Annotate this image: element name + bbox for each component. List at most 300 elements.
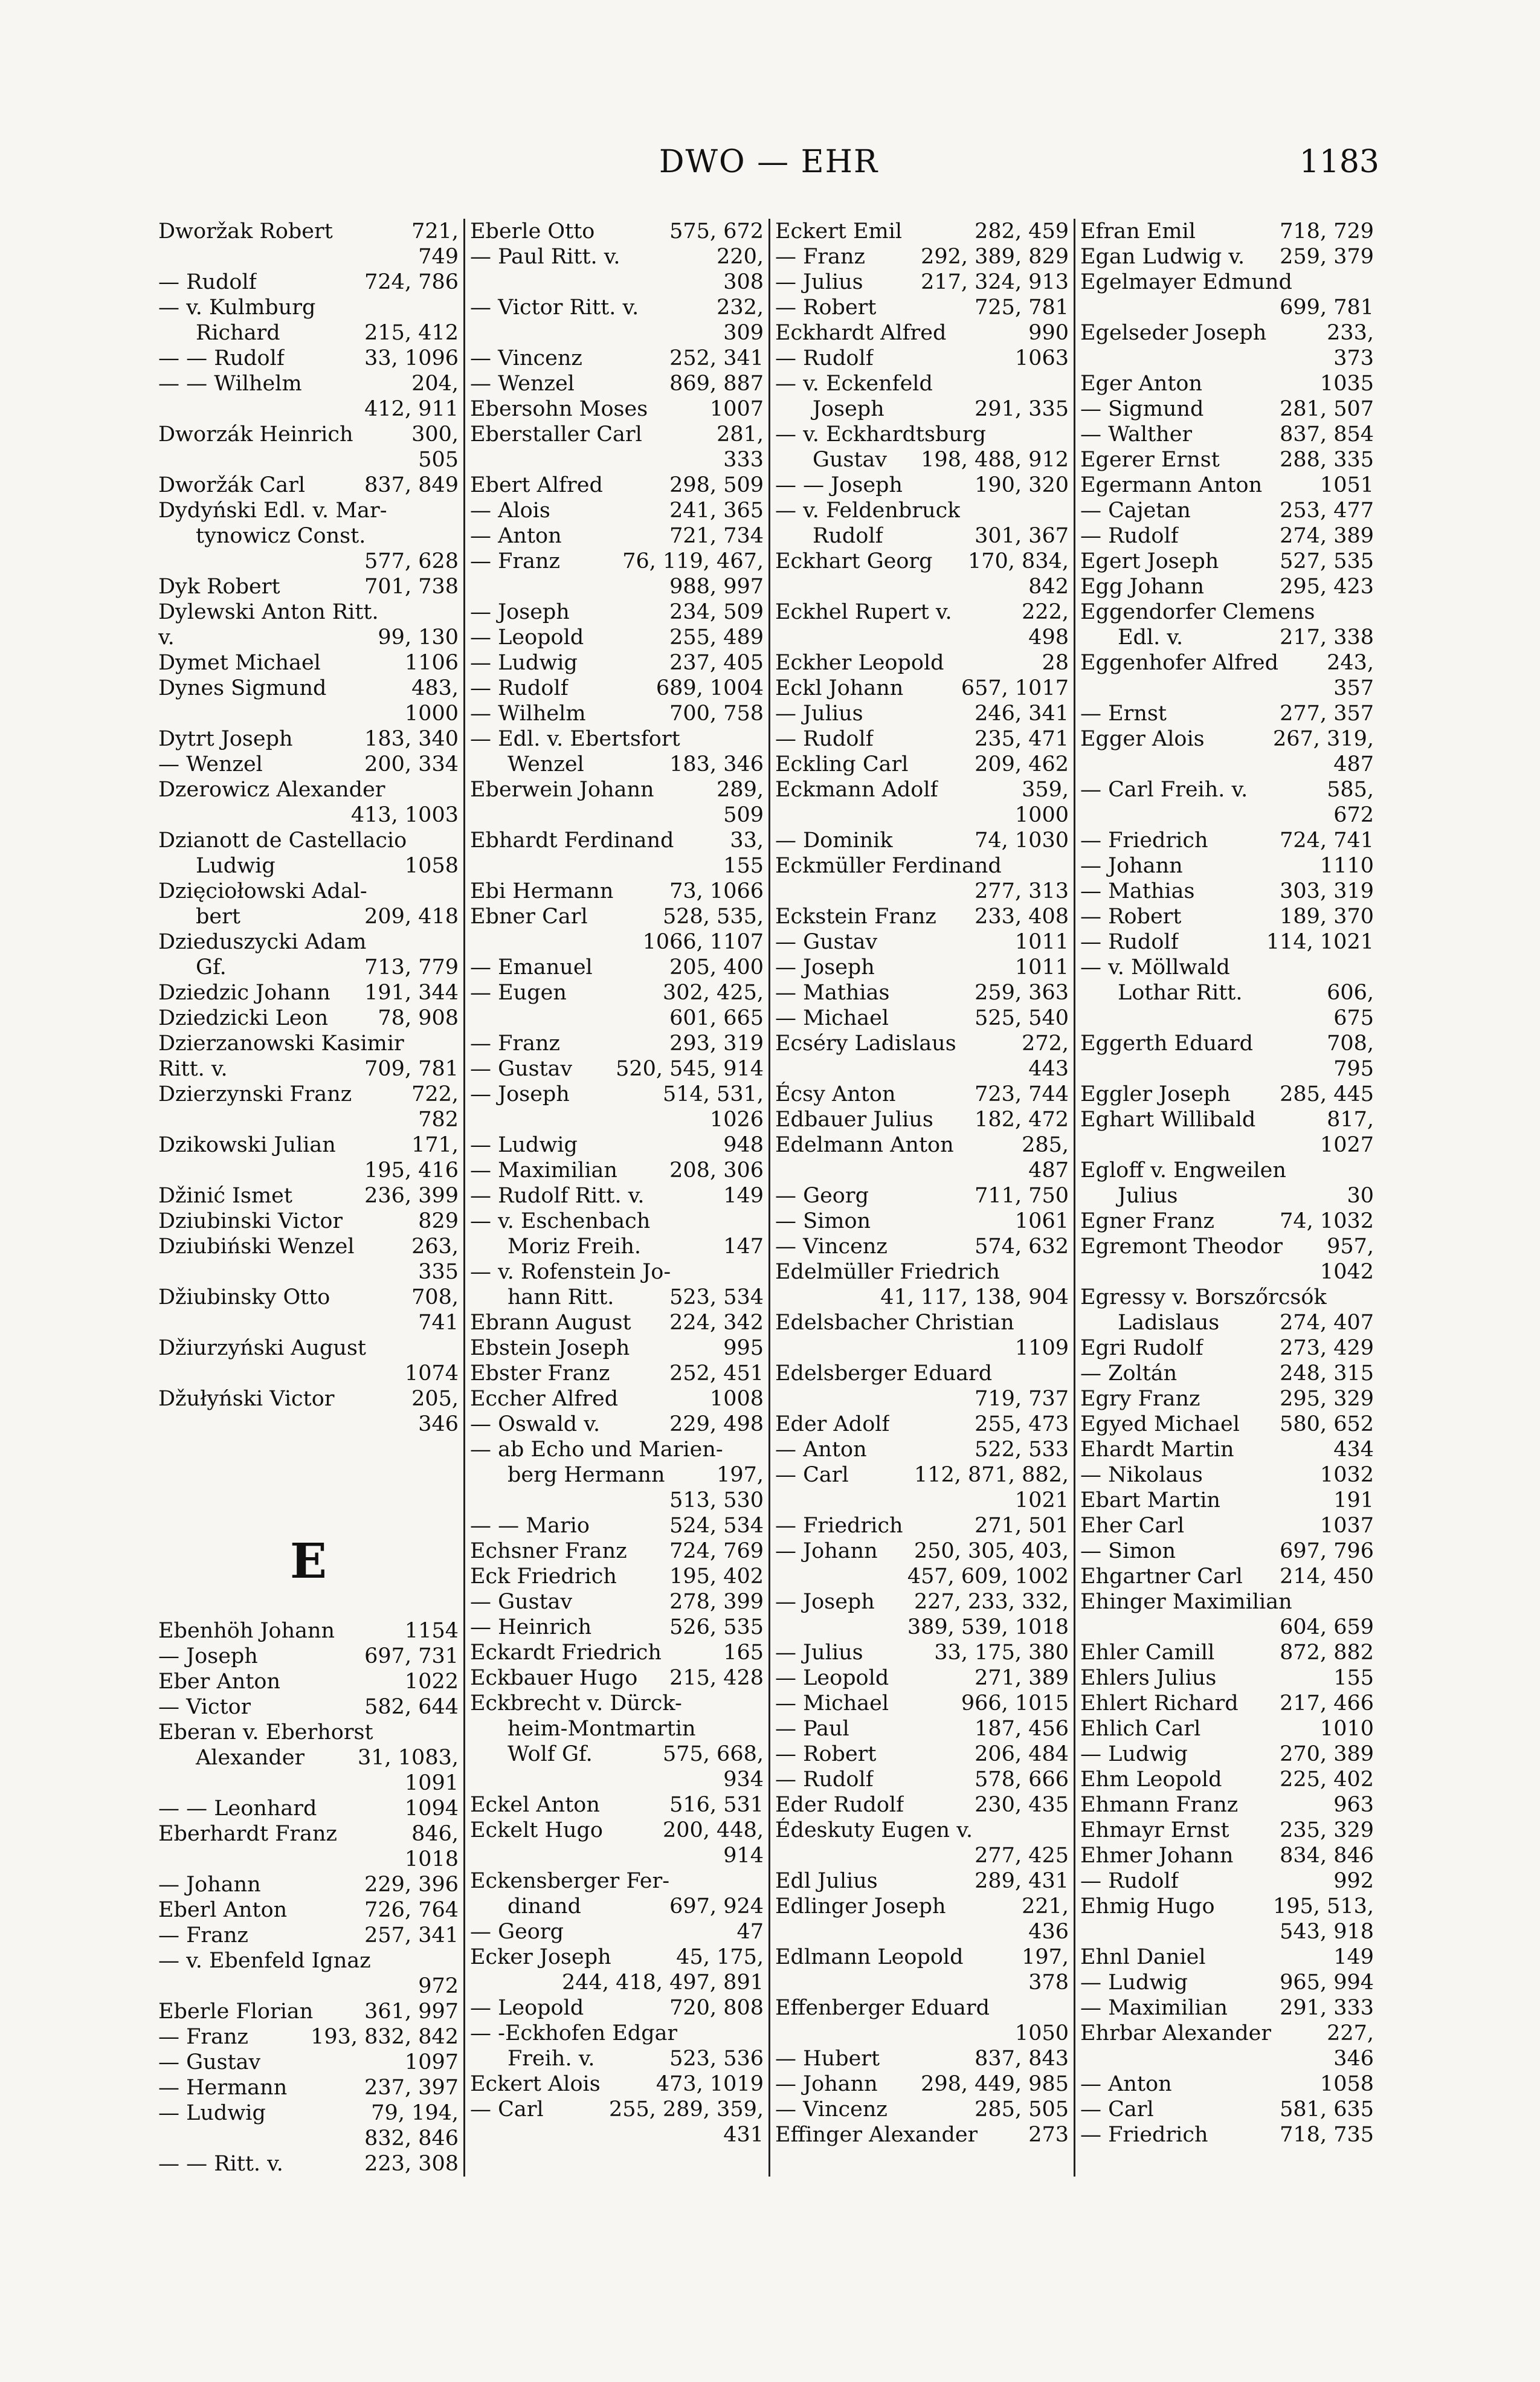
entry-pages: 582, 644 (364, 1695, 459, 1719)
directory-entry (1080, 1919, 1374, 1945)
entry-name: Džinić Ismet (158, 1184, 292, 1208)
entry-pages: 675 (1333, 1006, 1374, 1030)
directory-entry (470, 1995, 764, 2021)
entry-pages: 1109 (1014, 1336, 1069, 1360)
entry-name: Dworžák Carl (158, 473, 306, 497)
entry-name: Eckhel Rupert v. (775, 600, 952, 624)
entry-pages: 1042 (1319, 1260, 1374, 1284)
entry-pages: 291, 333 (1280, 1996, 1374, 2020)
entry-pages: 227, (1327, 2021, 1374, 2045)
entry-pages: 114, 1021 (1266, 930, 1374, 954)
entry-pages: 1011 (1014, 930, 1069, 954)
entry-pages: 195, 402 (669, 1564, 764, 1589)
directory-entry (775, 1868, 1069, 1894)
entry-name: Edlinger Joseph (775, 1894, 946, 1919)
entry-name: bert (196, 905, 240, 929)
entry-name: Ebenhöh Johann (158, 1619, 335, 1643)
entry-pages: 436 (1028, 1920, 1069, 1944)
directory-entry (158, 320, 459, 346)
entry-name: Eckelt Hugo (470, 1818, 603, 1842)
directory-entry (470, 1158, 764, 1183)
entry-pages: 225, 402 (1280, 1767, 1374, 1792)
entry-name: Ehmig Hugo (1080, 1894, 1215, 1919)
entry-pages: 33, (730, 828, 764, 853)
directory-entry (775, 1209, 1069, 1234)
entry-pages: 271, 389 (975, 1666, 1069, 1690)
entry-pages: 990 (1028, 321, 1069, 345)
entry-pages: 232, (717, 295, 764, 320)
directory-entry (775, 701, 1069, 726)
directory-entry (775, 1691, 1069, 1716)
directory-entry (158, 1310, 459, 1335)
entry-pages: 443 (1028, 1057, 1069, 1081)
directory-entry (1080, 1995, 1374, 2021)
entry-name: — Michael (775, 1691, 889, 1715)
directory-entry (775, 726, 1069, 752)
entry-pages: 346 (418, 1412, 459, 1436)
entry-name: Edelmüller Friedrich (775, 1260, 1000, 1284)
entry-name: Ehrbar Alexander (1080, 2021, 1272, 2045)
entry-pages: 948 (723, 1133, 764, 1157)
directory-entry (470, 650, 764, 676)
entry-pages: 233, (1327, 321, 1374, 345)
entry-pages: 1097 (404, 2050, 459, 2074)
entry-name: Eckardt Friedrich (470, 1641, 662, 1665)
directory-entry (470, 955, 764, 980)
entry-pages: 250, 305, 403, (913, 1539, 1069, 1563)
directory-entry (1080, 802, 1374, 828)
directory-entry (470, 879, 764, 904)
entry-name: Eggler Joseph (1080, 1082, 1231, 1106)
entry-name: Eckhardt Alfred (775, 321, 947, 345)
directory-entry (158, 904, 459, 929)
directory-entry (775, 473, 1069, 498)
directory-entry (775, 1665, 1069, 1691)
entry-pages: 195, 513, (1273, 1894, 1374, 1919)
directory-entry (1080, 701, 1374, 726)
entry-pages: 1000 (404, 702, 459, 726)
entry-name: Eccher Alfred (470, 1387, 619, 1411)
entry-pages: 285, (1022, 1133, 1069, 1157)
directory-entry (158, 1361, 459, 1386)
directory-entry (158, 980, 459, 1005)
entry-pages: 76, 119, 467, (622, 549, 764, 573)
entry-name: — Hubert (775, 2047, 880, 2071)
directory-entry (158, 549, 459, 574)
entry-name: Lothar Ritt. (1118, 981, 1243, 1005)
directory-entry (158, 2050, 459, 2075)
entry-pages: 1154 (404, 1619, 459, 1643)
directory-entry (158, 777, 459, 802)
entry-pages: 1000 (1014, 803, 1069, 827)
directory-entry (775, 1818, 1069, 1843)
entry-pages: 527, 535 (1280, 549, 1374, 573)
entry-name: — v. Rofenstein Jo- (470, 1260, 671, 1284)
entry-name: Eberan v. Eberhorst (158, 1720, 373, 1745)
entry-pages: 1037 (1319, 1514, 1374, 1538)
directory-entry (158, 1618, 459, 1644)
directory-entry (1080, 2021, 1374, 2046)
entry-pages: 215, 428 (669, 1666, 764, 1690)
entry-pages: 248, 315 (1280, 1361, 1374, 1386)
directory-entry (158, 523, 459, 549)
entry-pages: 191 (1333, 1488, 1374, 1512)
entry-name: — Julius (775, 270, 863, 294)
entry-pages: 749 (418, 245, 459, 269)
entry-pages: 208, 306 (669, 1158, 764, 1183)
entry-pages: 291, 335 (975, 397, 1069, 421)
entry-name: Džiurzyński August (158, 1336, 367, 1360)
entry-pages: 209, 462 (975, 752, 1069, 776)
entry-pages: 1110 (1319, 854, 1374, 878)
entry-pages: 718, 729 (1280, 219, 1374, 244)
entry-name: — Ludwig (158, 2101, 266, 2125)
directory-entry (1080, 1589, 1374, 1615)
entry-pages: 697, 924 (669, 1894, 764, 1919)
directory-entry (1080, 1513, 1374, 1538)
entry-name: Eckmüller Ferdinand (775, 854, 1002, 878)
entry-pages: 724, 769 (669, 1539, 764, 1563)
entry-name: Ehmann Franz (1080, 1793, 1239, 1817)
entry-name: Eberhardt Franz (158, 1822, 337, 1846)
directory-entry (775, 980, 1069, 1005)
entry-name: — Friedrich (1080, 2123, 1208, 2147)
directory-entry (470, 1564, 764, 1589)
directory-entry (1080, 549, 1374, 574)
entry-name: Ecker Joseph (470, 1945, 611, 1969)
directory-entry (1080, 752, 1374, 777)
directory-entry (775, 1361, 1069, 1386)
entry-pages: 1026 (709, 1108, 764, 1132)
directory-entry (158, 726, 459, 752)
entry-pages: 309 (723, 321, 764, 345)
entry-pages: 278, 399 (669, 1590, 764, 1614)
entry-pages: 487 (1028, 1158, 1069, 1183)
entry-pages: 33, 175, 380 (934, 1641, 1069, 1665)
directory-entry (775, 1310, 1069, 1335)
entry-name: — Wenzel (470, 372, 575, 396)
entry-pages: 224, 342 (669, 1311, 764, 1335)
directory-entry (775, 802, 1069, 828)
directory-entry (158, 396, 459, 422)
entry-pages: 1106 (404, 651, 459, 675)
directory-entry (470, 371, 764, 396)
directory-entry (1080, 473, 1374, 498)
entry-name: — v. Eschenbach (470, 1209, 651, 1233)
entry-name: Gf. (196, 955, 227, 980)
directory-entry (775, 2071, 1069, 2097)
directory-entry (470, 1615, 764, 1640)
entry-name: Edelsberger Eduard (775, 1361, 993, 1386)
entry-name: — Leopold (775, 1666, 889, 1690)
entry-pages: 237, 397 (364, 2076, 459, 2100)
entry-name: Ludwig (196, 854, 275, 878)
directory-entry (470, 295, 764, 320)
entry-name: Eberle Otto (470, 219, 595, 244)
entry-name: — Carl Freih. v. (1080, 778, 1248, 802)
entry-pages: 721, (411, 219, 459, 244)
entry-name: Julius (1118, 1184, 1178, 1208)
entry-pages: 235, 471 (975, 727, 1069, 751)
entry-pages: 718, 735 (1280, 2123, 1374, 2147)
directory-entry (1080, 1361, 1374, 1386)
entry-name: — Victor (158, 1695, 251, 1719)
directory-entry (470, 320, 764, 346)
entry-pages: 243, (1327, 651, 1374, 675)
entry-name: Dziubiński Wenzel (158, 1235, 355, 1259)
directory-entry (470, 1691, 764, 1716)
directory-entry (158, 295, 459, 320)
entry-name: — Ludwig (1080, 1742, 1188, 1766)
entry-pages: 359, (1022, 778, 1069, 802)
entry-pages: 182, 472 (975, 1108, 1069, 1132)
entry-pages: 709, 781 (364, 1057, 459, 1081)
directory-entry (158, 1285, 459, 1310)
entry-name: Eckensberger Fer- (470, 1869, 670, 1893)
directory-entry (775, 371, 1069, 396)
entry-pages: 198, 488, 912 (921, 448, 1069, 472)
entry-pages: 378 (1028, 1970, 1069, 1995)
entry-pages: 697, 796 (1280, 1539, 1374, 1563)
directory-entry (775, 1995, 1069, 2021)
entry-pages: 209, 418 (364, 905, 459, 929)
entry-name: — Rudolf (1080, 930, 1179, 954)
directory-entry (158, 1923, 459, 1948)
entry-pages: 222, (1022, 600, 1069, 624)
entry-name: Ehm Leopold (1080, 1767, 1222, 1792)
directory-entry (158, 1745, 459, 1770)
entry-name: — Dominik (775, 828, 893, 853)
directory-entry (470, 523, 764, 549)
entry-pages: 335 (418, 1260, 459, 1284)
directory-entry (775, 625, 1069, 650)
directory-entry (1080, 1158, 1374, 1183)
entry-pages: 197, (1022, 1945, 1069, 1969)
entry-pages: 272, (1022, 1031, 1069, 1056)
directory-entry (775, 1183, 1069, 1209)
entry-pages: 657, 1017 (961, 676, 1069, 700)
directory-entry (470, 1107, 764, 1132)
directory-entry (470, 2122, 764, 2148)
directory-entry (470, 1386, 764, 1412)
entry-name: berg Hermann (507, 1463, 665, 1487)
directory-entry (158, 346, 459, 371)
entry-pages: 234, 509 (669, 600, 764, 624)
directory-entry (775, 1945, 1069, 1970)
directory-entry (158, 701, 459, 726)
entry-pages: 834, 846 (1280, 1844, 1374, 1868)
directory-entry (158, 625, 459, 650)
entry-name: Egressy v. Borszőrcsók (1080, 1285, 1327, 1309)
directory-entry (775, 879, 1069, 904)
entry-name: — Mathias (775, 981, 890, 1005)
directory-entry (1080, 1310, 1374, 1335)
directory-entry (470, 1767, 764, 1792)
entry-pages: 585, (1327, 778, 1374, 802)
entry-pages: 277, 357 (1280, 702, 1374, 726)
directory-entry (470, 1640, 764, 1665)
directory-entry (158, 1056, 459, 1082)
entry-name: — -Eckhofen Edgar (470, 2021, 678, 2045)
entry-pages: 520, 545, 914 (616, 1057, 764, 1081)
directory-entry (775, 219, 1069, 244)
entry-pages: 274, 389 (1280, 524, 1374, 548)
entry-pages: 1094 (404, 1796, 459, 1821)
directory-entry (1080, 346, 1374, 371)
entry-pages: 246, 341 (975, 702, 1069, 726)
entry-pages: 914 (723, 1844, 764, 1868)
directory-entry (470, 980, 764, 1005)
entry-pages: 795 (1333, 1057, 1374, 1081)
directory-entry (470, 1005, 764, 1031)
directory-entry (158, 1158, 459, 1183)
entry-pages: 292, 389, 829 (921, 245, 1069, 269)
entry-pages: 223, 308 (364, 2152, 459, 2176)
entry-pages: 509 (723, 803, 764, 827)
directory-entry (158, 2024, 459, 2050)
directory-entry (775, 1056, 1069, 1082)
directory-entry (470, 1792, 764, 1818)
entry-pages: 155 (723, 854, 764, 878)
directory-entry (470, 676, 764, 701)
entry-name: Eck Friedrich (470, 1564, 617, 1589)
entry-name: Ehmayr Ernst (1080, 1818, 1229, 1842)
entry-name: Egner Franz (1080, 1209, 1214, 1233)
entry-pages: 74, 1030 (975, 828, 1069, 853)
entry-pages: 513, 530 (669, 1488, 764, 1512)
directory-entry (470, 1082, 764, 1107)
entry-name: Dydyński Edl. v. Mar- (158, 499, 387, 523)
directory-entry (158, 371, 459, 396)
directory-entry (470, 447, 764, 473)
directory-entry (775, 1412, 1069, 1437)
entry-name: — Zoltán (1080, 1361, 1178, 1386)
directory-entry (1080, 1285, 1374, 1310)
entry-pages: 244, 418, 497, 891 (562, 1970, 764, 1995)
directory-entry (775, 1386, 1069, 1412)
directory-entry (1080, 676, 1374, 701)
directory-entry (1080, 320, 1374, 346)
entry-pages: 722, (411, 1082, 459, 1106)
entry-pages: 281, 507 (1280, 397, 1374, 421)
directory-entry (1080, 1741, 1374, 1767)
entry-name: — v. Kulmburg (158, 295, 316, 320)
directory-entry (775, 828, 1069, 853)
entry-pages: 295, 423 (1280, 575, 1374, 599)
directory-entry (470, 1310, 764, 1335)
entry-name: — Emanuel (470, 955, 593, 980)
entry-pages: 514, 531, (663, 1082, 764, 1106)
directory-entry (470, 1285, 764, 1310)
directory-entry (158, 929, 459, 955)
directory-entry (158, 1948, 459, 1974)
entry-pages: 817, (1327, 1108, 1374, 1132)
entry-name: Džułyński Victor (158, 1387, 335, 1411)
entry-name: — — Leonhard (158, 1796, 317, 1821)
entry-pages: 298, 449, 985 (921, 2072, 1069, 2096)
entry-pages: 282, 459 (975, 219, 1069, 244)
entry-pages: 267, 319, (1273, 727, 1374, 751)
entry-name: — Cajetan (1080, 499, 1191, 523)
directory-entry (1080, 371, 1374, 396)
entry-name: Egermann Anton (1080, 473, 1263, 497)
entry-pages: 473, 1019 (656, 2072, 764, 2096)
directory-entry (1080, 498, 1374, 523)
directory-entry (1080, 1691, 1374, 1716)
directory-entry (470, 1335, 764, 1361)
entry-name: — Rudolf (775, 1767, 874, 1792)
directory-entry (470, 1843, 764, 1868)
directory-entry (1080, 244, 1374, 270)
entry-pages: 33, 1096 (364, 346, 459, 370)
directory-entry (775, 1158, 1069, 1183)
directory-entry (775, 676, 1069, 701)
directory-entry (470, 2071, 764, 2097)
entry-pages: 229, 396 (364, 1873, 459, 1897)
entry-pages: 45, 175, (676, 1945, 764, 1969)
directory-entry (1080, 422, 1374, 447)
entry-name: — Rudolf (1080, 524, 1179, 548)
entry-name: v. (158, 625, 175, 650)
column-3 (768, 219, 1074, 2177)
entry-name: — — Mario (470, 1514, 590, 1538)
column-4 (1074, 219, 1379, 2177)
entry-pages: 252, 341 (669, 346, 764, 370)
directory-entry (1080, 929, 1374, 955)
entry-name: — Maximilian (1080, 1996, 1228, 2020)
page-number: 1183 (1299, 144, 1379, 180)
entry-pages: 846, (411, 1822, 459, 1846)
directory-entry (470, 1538, 764, 1564)
entry-name: Ebstein Joseph (470, 1336, 630, 1360)
section-spacer (158, 1437, 459, 1503)
directory-entry (158, 1082, 459, 1107)
entry-pages: 708, (411, 1285, 459, 1309)
directory-entry (1080, 1412, 1374, 1437)
entry-pages: 155 (1333, 1666, 1374, 1690)
entry-name: Dyk Robert (158, 575, 280, 599)
directory-entry (1080, 1640, 1374, 1665)
entry-name: — Wenzel (158, 752, 263, 776)
entry-name: — Rudolf (775, 727, 874, 751)
entry-name: — Johann (775, 1539, 878, 1563)
directory-entry (1080, 447, 1374, 473)
entry-name: Eberstaller Carl (470, 422, 642, 447)
entry-pages: 1051 (1319, 473, 1374, 497)
entry-name: Ebrann August (470, 1311, 631, 1335)
entry-name: Joseph (813, 397, 884, 421)
entry-name: — Franz (470, 1031, 560, 1056)
entry-pages: 289, (717, 778, 764, 802)
entry-pages: 837, 849 (364, 473, 459, 497)
directory-entry (775, 1488, 1069, 1513)
entry-pages: 580, 652 (1280, 1412, 1374, 1436)
entry-name: — Anton (1080, 2072, 1172, 2096)
directory-entry (470, 2021, 764, 2046)
entry-name: — Carl (470, 2097, 544, 2122)
entry-name: — Walther (1080, 422, 1193, 447)
directory-entry (470, 726, 764, 752)
entry-name: Ebster Franz (470, 1361, 610, 1386)
directory-entry (158, 1386, 459, 1412)
directory-entry (775, 1564, 1069, 1589)
entry-name: Ehlert Richard (1080, 1691, 1239, 1715)
entry-name: — Julius (775, 702, 863, 726)
entry-name: — Georg (775, 1184, 869, 1208)
directory-entry (775, 396, 1069, 422)
directory-entry (470, 1919, 764, 1945)
entry-name: Effenberger Eduard (775, 1996, 990, 2020)
